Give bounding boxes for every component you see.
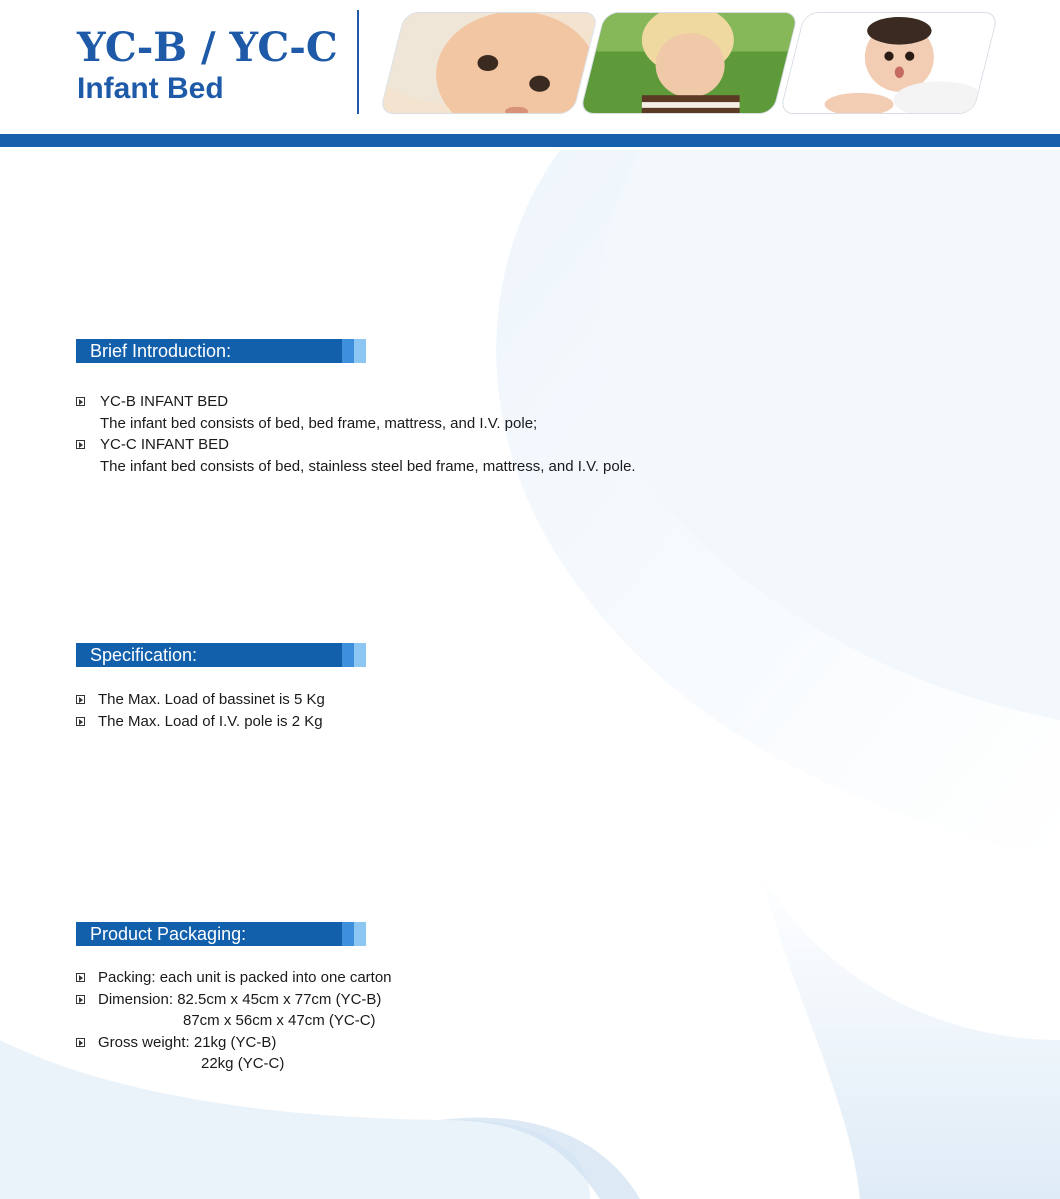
section-specification <box>76 643 366 667</box>
section-product-packaging <box>76 922 366 946</box>
section-heading <box>76 643 366 667</box>
item-line: YC-B INFANT BED <box>100 393 229 410</box>
baby-photo-2 <box>779 12 998 114</box>
heading-accent <box>342 339 354 363</box>
heading-accent <box>354 922 366 946</box>
list-item <box>76 989 392 1032</box>
toddler-photo <box>579 12 798 114</box>
heading-accent <box>354 339 366 363</box>
list-item <box>76 967 392 989</box>
section-heading-text: Specification: <box>90 645 198 665</box>
packaging-list <box>76 967 392 1075</box>
bullet-arrow-icon <box>76 440 85 449</box>
item-line: The infant bed consists of bed, bed frame, mattress, and I.V. pole; <box>100 414 538 432</box>
list-item <box>76 434 636 477</box>
list-item <box>76 711 325 733</box>
item-line: Gross weight: 21kg (YC-B) <box>98 1033 277 1051</box>
page-title: YC-B / YC-C <box>77 24 338 71</box>
item-line: The Max. Load of I.V. pole is 2 Kg <box>98 712 323 730</box>
heading-accent <box>342 643 354 667</box>
bullet-arrow-icon <box>76 717 85 726</box>
section-heading <box>76 922 366 946</box>
header-divider <box>357 10 359 114</box>
heading-accent <box>342 922 354 946</box>
spec-list <box>76 689 325 732</box>
section-brief-introduction <box>76 339 366 363</box>
list-item <box>76 689 325 711</box>
item-line: 87cm x 56cm x 47cm (YC-C) <box>183 1012 376 1029</box>
item-line: Packing: each unit is packed into one carton <box>98 969 392 986</box>
item-line: YC-C INFANT BED <box>100 436 229 453</box>
bullet-arrow-icon <box>76 695 85 704</box>
item-line: The infant bed consists of bed, stainless steel bed frame, mattress, and I.V. pole. <box>100 457 636 475</box>
section-heading <box>76 339 366 363</box>
bullet-arrow-icon <box>76 995 85 1004</box>
section-heading-text: Product Packaging: <box>90 924 247 944</box>
page-subtitle: Infant Bed <box>77 72 224 105</box>
item-line: Dimension: 82.5cm x 45cm x 77cm (YC-B) <box>98 990 382 1008</box>
heading-accent <box>354 643 366 667</box>
header-bar <box>0 134 1060 147</box>
section-heading-text: Brief Introduction: <box>90 341 232 361</box>
bullet-arrow-icon <box>76 1038 85 1047</box>
page-header <box>0 0 1060 150</box>
baby-photo-1 <box>379 12 598 114</box>
bullet-arrow-icon <box>76 973 85 982</box>
list-item <box>76 391 636 434</box>
bullet-arrow-icon <box>76 397 85 406</box>
list-item <box>76 1032 392 1075</box>
intro-list <box>76 391 636 477</box>
item-line: The Max. Load of bassinet is 5 Kg <box>98 691 325 708</box>
item-line: 22kg (YC-C) <box>201 1055 285 1072</box>
